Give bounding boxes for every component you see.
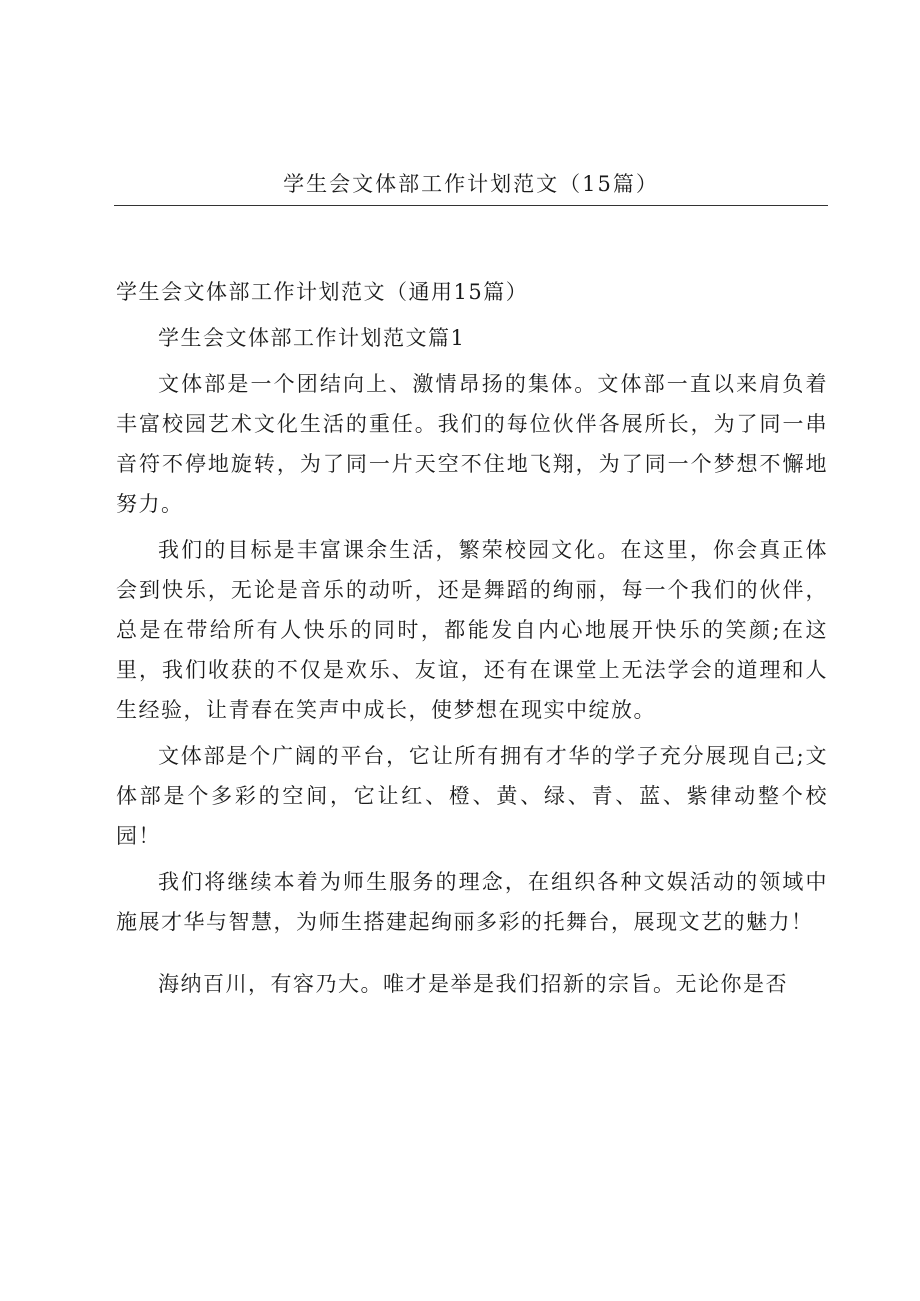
body-paragraph-1: 文体部是一个团结向上、激情昂扬的集体。文体部一直以来肩负着丰富校园艺术文化生活的重任。我们的每位伙伴各展所长，为了同一串音符不停地旋转，为了同一片天空不住地飞翔，为了同一个梦想不懈地努力。 — [116, 372, 828, 516]
section-heading: 学生会文体部工作计划范文篇1 — [158, 326, 466, 350]
body-paragraph-2: 我们的目标是丰富课余生活，繁荣校园文化。在这里，你会真正体会到快乐，无论是音乐的动听，还是舞蹈的绚丽，每一个我们的伙伴，总是在带给所有人快乐的同时，都能发自内心地展开快乐的笑颜;在这里，我们收获的不仅是欢乐、友谊，还有在课堂上无法学会的道理和人生经验，让青春在笑声中成长，使梦想在现实中绽放。 — [116, 538, 828, 722]
document-body — [116, 272, 828, 1004]
body-paragraph-5: 海纳百川，有容乃大。唯才是举是我们招新的宗旨。无论你是否 — [158, 972, 788, 996]
document-title: 学生会文体部工作计划范文（通用15篇） — [116, 280, 529, 304]
page-header-title: 学生会文体部工作计划范文（15篇） — [283, 172, 659, 196]
body-paragraph-4: 我们将继续本着为师生服务的理念，在组织各种文娱活动的领域中施展才华与智慧，为师生搭建起绚丽多彩的托舞台，展现文艺的魅力！ — [116, 870, 828, 934]
header-divider — [114, 205, 828, 206]
body-paragraph-3: 文体部是个广阔的平台，它让所有拥有才华的学子充分展现自己;文体部是个多彩的空间，它让红、橙、黄、绿、青、蓝、紫律动整个校园！ — [116, 744, 828, 848]
